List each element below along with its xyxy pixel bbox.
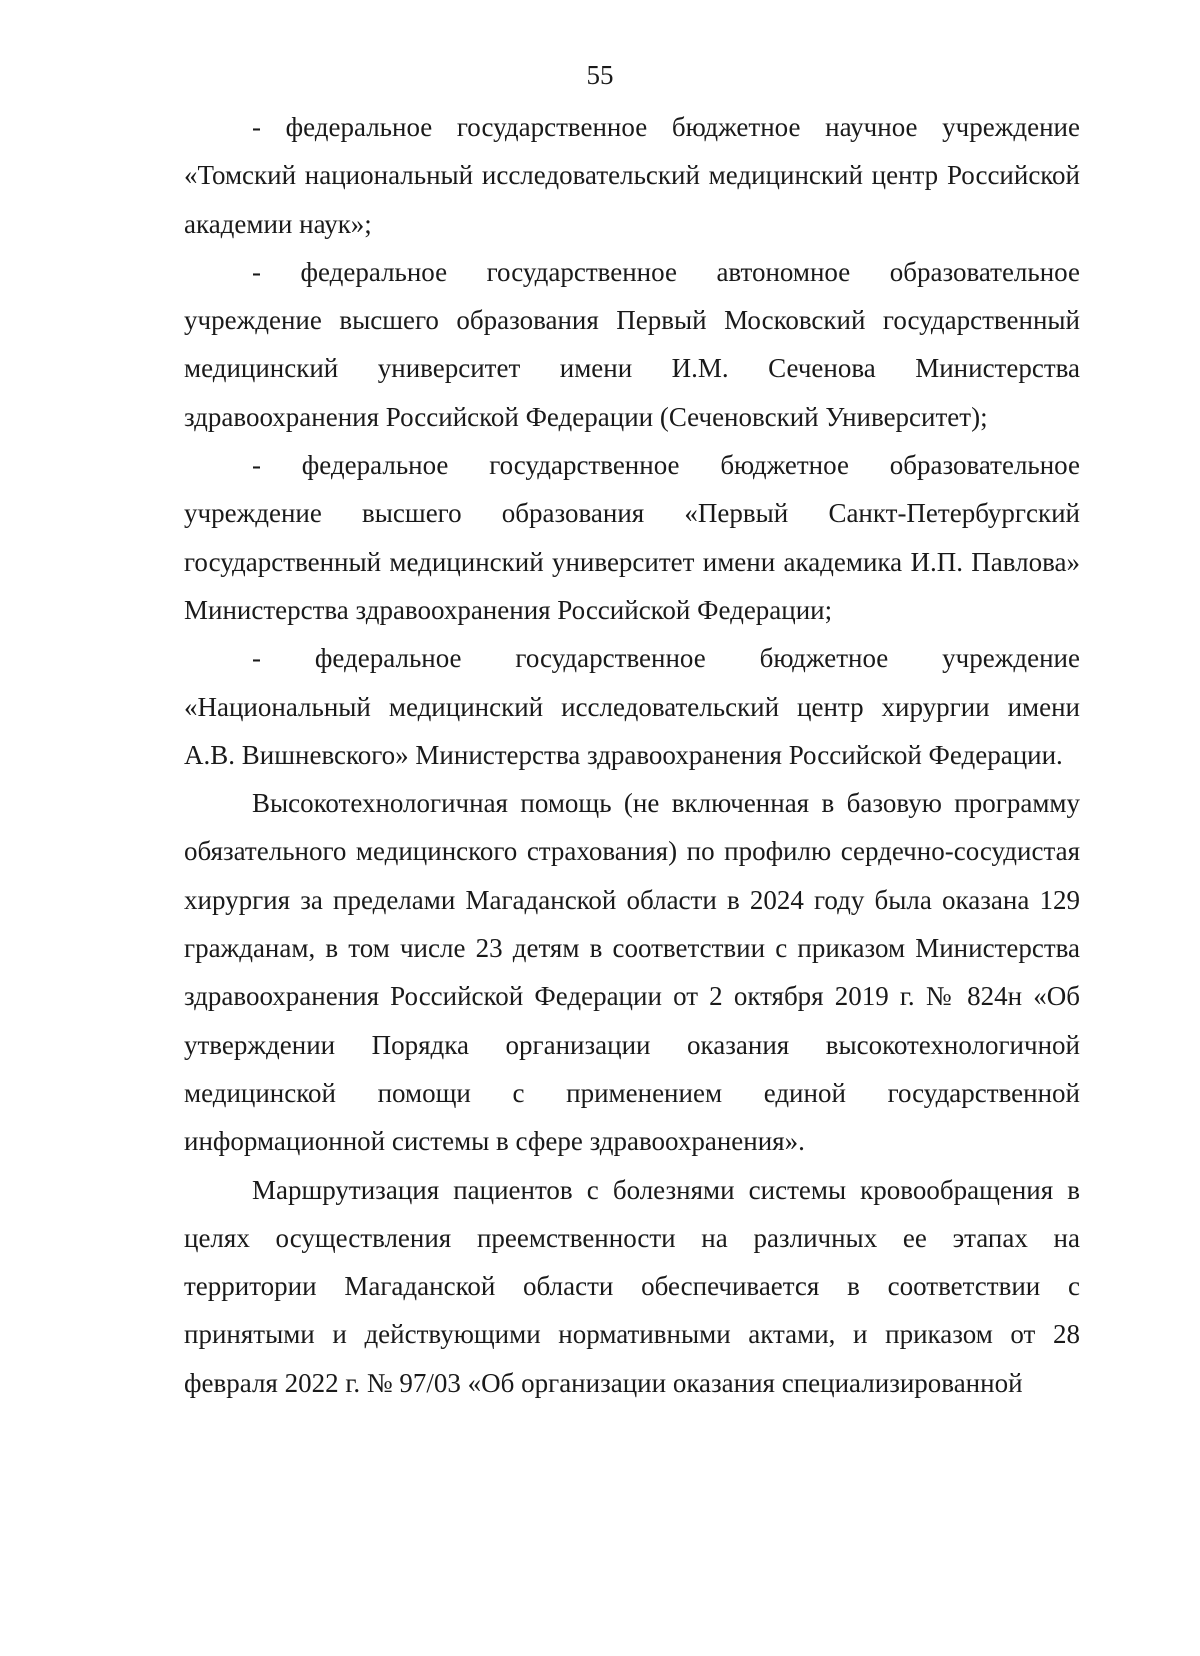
list-item-tomsk-center: - федеральное государственное бюджетное научное учреждение «Томский национальный исследовательский медицинский центр Российской академии наук»; [184,112,1080,239]
body-text [184,103,1080,1407]
paragraph-patient-routing: Маршрутизация пациентов с болезнями системы кровообращения в целях осуществления преемственности на различных ее этапах на территории Магаданской области обеспечивается в соответствии с принятыми и действующими нормативными актами, и приказом от 28 февраля 2022 г. № 97/03 «Об организации оказания специализированной [184,1174,1080,1398]
list-item-vishnevsky-center: - федеральное государственное бюджетное учреждение «Национальный медицинский исследовательский центр хирургии имени А.В. Вишневского» Министерства здравоохранения Российской Федерации. [184,643,1080,770]
paragraph-high-tech-care: Высокотехнологичная помощь (не включенная в базовую программу обязательного медицинского страхования) по профилю сердечно-сосудистая хирургия за пределами Магаданской области в 2024 году была оказана 129 гражданам, в том числе 23 детям в соответствии с приказом Министерства здравоохранения Российской Федерации от 2 октября 2019 г. № 824н «Об утверждении Порядка организации оказания высокотехнологичной медицинской помощи с применением единой государственной информационной системы в сфере здравоохранения». [184,788,1080,1157]
list-item-sechenov-university: - федеральное государственное автономное образовательное учреждение высшего образования Первый Московский государственный медицинский университет имени И.М. Сеченова Министерства здравоохранения Российской Федерации (Сеченовский Университет); [184,256,1080,432]
page-number: 55 [586,60,614,90]
list-item-pavlov-university: - федеральное государственное бюджетное образовательное учреждение высшего образования «Первый Санкт-Петербургский государственный медицинский университет имени академика И.П. Павлова» Министерства здравоохранения Российской Федерации; [184,450,1080,625]
